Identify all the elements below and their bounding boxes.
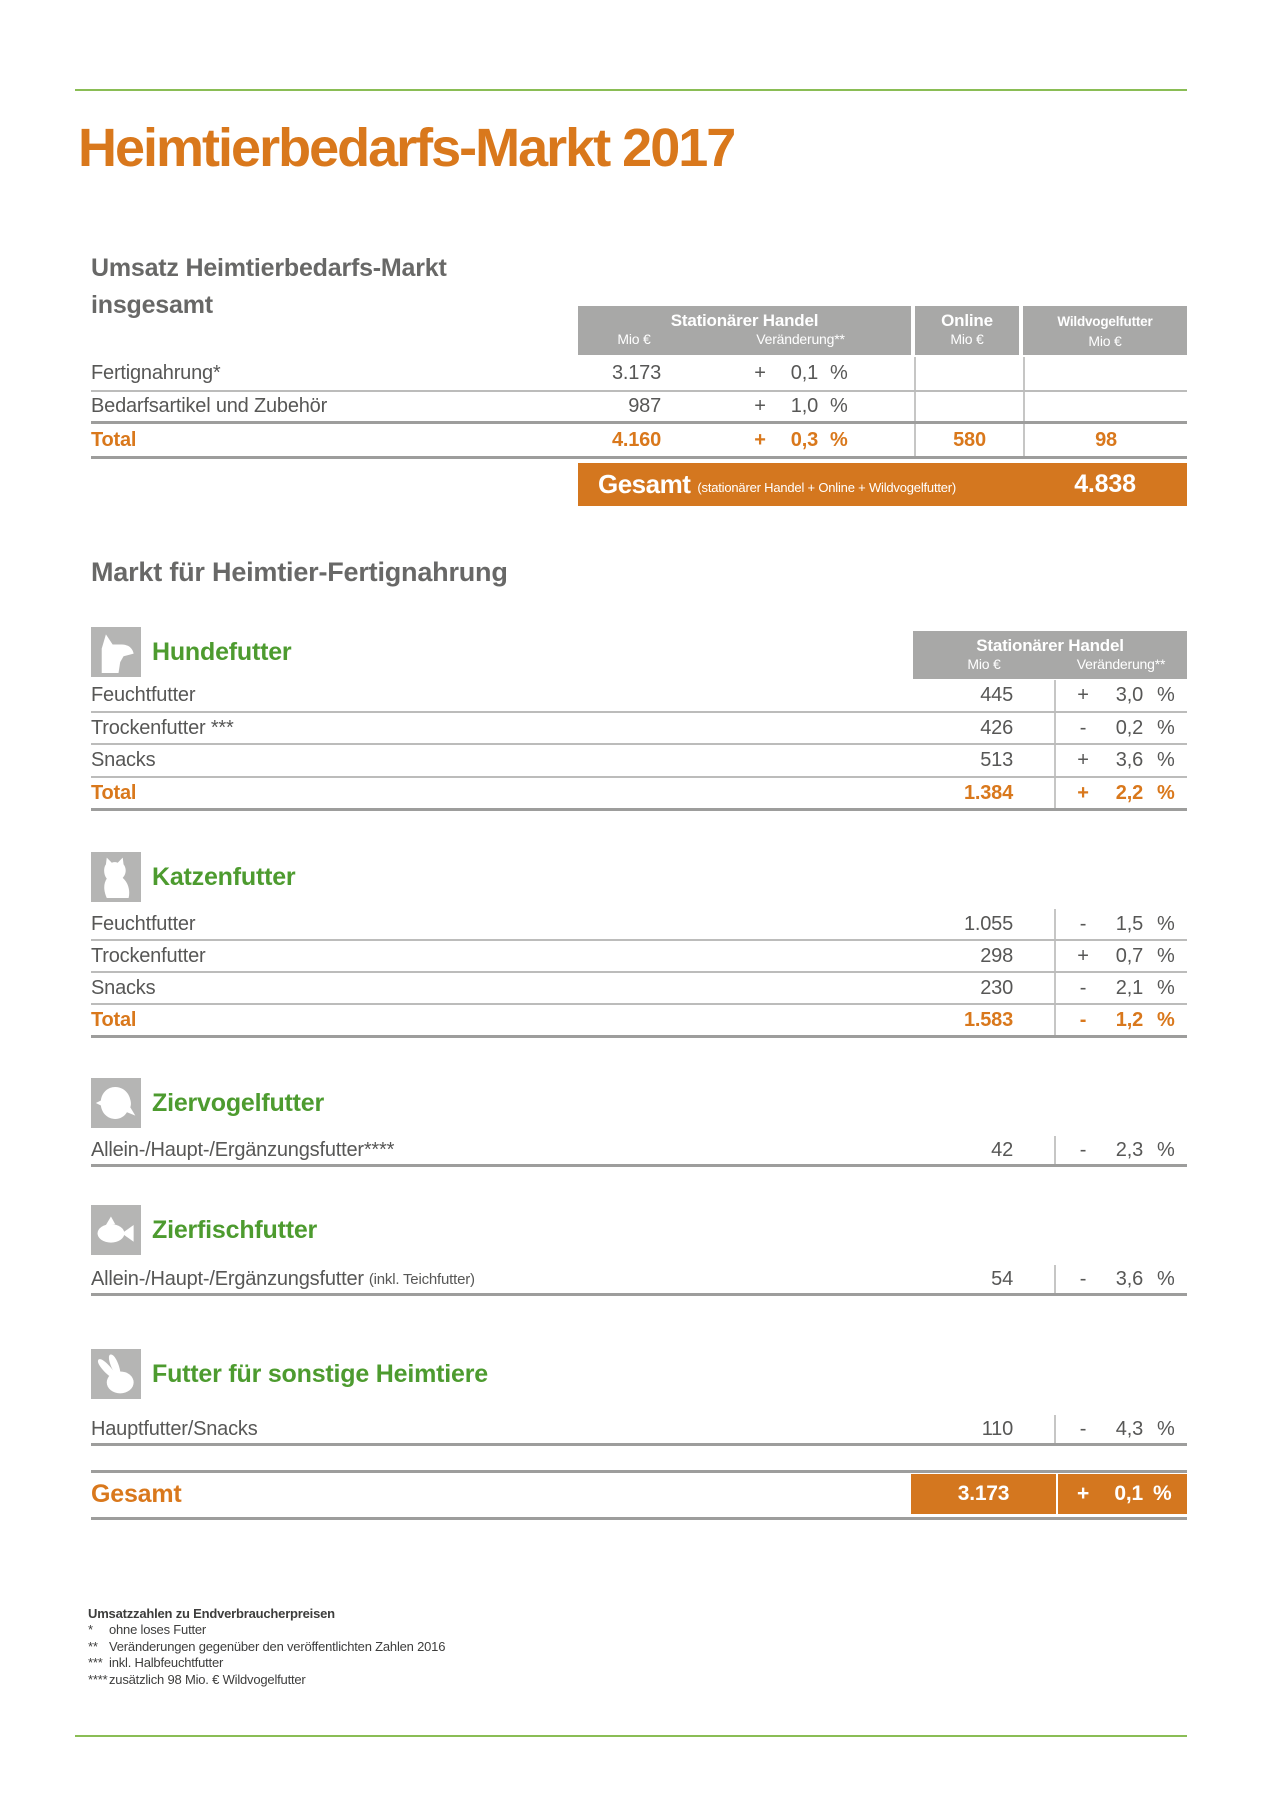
gesamt-label: Gesamt <box>598 469 691 499</box>
total-percent-sign: % <box>1157 781 1175 804</box>
row-value-mio: 230 <box>980 976 1013 999</box>
grand-total-bottom-line <box>91 1517 1187 1520</box>
column-divider <box>1023 392 1025 421</box>
row-change-sign: - <box>1079 912 1087 935</box>
total-change-sign: + <box>1077 781 1089 804</box>
section-title-ziervogelfutter: Ziervogelfutter <box>152 1088 325 1117</box>
overview-gesamt-bar <box>578 463 1187 506</box>
ziervogelfutter-table <box>91 1136 1187 1167</box>
footnote-item <box>88 1672 445 1688</box>
row-change-sign: - <box>1079 716 1087 739</box>
header-stationaer-label: Stationärer Handel <box>670 311 819 330</box>
section-title-katzenfutter: Katzenfutter <box>152 862 296 891</box>
section-title-hundefutter: Hundefutter <box>152 637 292 666</box>
header-online-group <box>915 306 1019 355</box>
row-percent-sign: % <box>1157 1138 1175 1161</box>
column-divider <box>1054 713 1056 743</box>
total-value-mio: 4.160 <box>611 428 661 451</box>
row-label: Allein-/Haupt-/Ergänzungsfutter**** <box>91 1138 395 1161</box>
row-change-value: 2,1 <box>1115 976 1143 999</box>
table-row <box>91 713 1187 745</box>
column-divider <box>1054 1265 1056 1293</box>
total-value-mio: 1.583 <box>963 1008 1013 1031</box>
column-divider <box>1054 1005 1056 1035</box>
header-stationaer-group <box>913 631 1187 679</box>
row-change-value: 1,0 <box>790 395 818 417</box>
row-label: Bedarfsartikel und Zubehör <box>91 395 328 417</box>
column-divider <box>1054 941 1056 971</box>
overview-heading-line1: Umsatz Heimtierbedarfs-Markt <box>91 254 447 282</box>
total-label: Total <box>91 1008 137 1031</box>
footnote-text: ohne loses Futter <box>109 1622 207 1638</box>
footnote-item <box>88 1622 445 1638</box>
cat-icon <box>91 852 141 902</box>
row-label: Fertignahrung* <box>91 362 221 384</box>
total-wildvogel-value: 98 <box>1095 428 1117 451</box>
row-change-sign: - <box>1079 1417 1087 1440</box>
header-stationaer-label: Stationärer Handel <box>976 636 1124 655</box>
overview-table-header <box>578 306 1187 355</box>
grand-total-divider <box>1056 1474 1058 1514</box>
row-label-text: Allein-/Haupt-/Ergänzungsfutter <box>91 1267 364 1290</box>
grand-total-bar <box>911 1474 1187 1514</box>
footnote-mark: *** <box>88 1655 103 1671</box>
header-veraenderung-label: Veränderung** <box>756 331 845 347</box>
total-online-value: 580 <box>953 428 986 451</box>
hundefutter-table <box>91 680 1187 811</box>
section-title-sonstige-heimtiere: Futter für sonstige Heimtiere <box>152 1359 488 1388</box>
row-percent-sign: % <box>830 395 848 417</box>
hundefutter-table-header <box>913 631 1187 679</box>
total-percent-sign: % <box>830 428 848 451</box>
header-mio-label: Mio € <box>617 331 651 347</box>
grand-total-value-mio: 3.173 <box>957 1482 1010 1505</box>
table-row <box>91 909 1187 941</box>
total-change-sign: + <box>754 428 766 451</box>
row-percent-sign: % <box>1157 684 1175 706</box>
header-stationaer-group <box>578 306 911 355</box>
row-change-sign: - <box>1079 976 1087 999</box>
header-online-label: Online <box>941 311 993 330</box>
overview-table <box>91 357 1187 459</box>
overview-heading-line2: insgesamt <box>91 291 213 319</box>
total-label: Total <box>91 428 137 451</box>
footnote-text: inkl. Halbfeuchtfutter <box>109 1655 224 1671</box>
row-value-mio: 54 <box>991 1267 1013 1290</box>
row-percent-sign: % <box>1157 716 1175 739</box>
row-change-value: 2,3 <box>1115 1138 1143 1161</box>
row-label: Trockenfutter *** <box>91 716 234 739</box>
table-row <box>91 1136 1187 1167</box>
row-change-value: 0,7 <box>1115 944 1143 967</box>
row-value-mio: 1.055 <box>963 912 1013 935</box>
row-change-sign: + <box>754 362 766 384</box>
row-value-mio: 445 <box>980 684 1013 706</box>
footnote-mark: * <box>88 1622 93 1638</box>
row-change-sign: - <box>1079 1138 1087 1161</box>
row-label <box>91 1265 475 1293</box>
row-change-sign: + <box>1077 684 1089 706</box>
row-change-value: 3,6 <box>1115 1267 1143 1290</box>
header-wildvogel-mio-label: Mio € <box>1088 333 1122 349</box>
table-row <box>91 745 1187 778</box>
row-label: Feuchtfutter <box>91 912 196 935</box>
column-divider <box>1054 778 1056 808</box>
header-online-mio-label: Mio € <box>950 331 984 347</box>
row-label: Feuchtfutter <box>91 684 196 706</box>
total-change-value: 0,3 <box>790 428 818 451</box>
row-value-mio: 298 <box>980 944 1013 967</box>
total-row <box>91 1005 1187 1038</box>
table-row <box>91 680 1187 713</box>
row-percent-sign: % <box>1157 1267 1175 1290</box>
row-label: Trockenfutter <box>91 944 206 967</box>
total-change-value: 1,2 <box>1115 1008 1143 1031</box>
row-percent-sign: % <box>1157 944 1175 967</box>
grand-total-change-sign: + <box>1076 1482 1090 1505</box>
grand-total-change-value: 0,1 <box>1114 1482 1143 1505</box>
row-change-sign: + <box>1077 749 1089 771</box>
fish-icon <box>91 1205 141 1255</box>
table-row <box>91 392 1187 424</box>
page-title: Heimtierbedarfs-Markt 2017 <box>78 118 735 178</box>
row-percent-sign: % <box>1157 749 1175 771</box>
grand-total-top-line <box>91 1470 1187 1473</box>
total-change-sign: - <box>1079 1008 1087 1031</box>
footnote-item <box>88 1639 445 1655</box>
row-change-value: 3,0 <box>1115 684 1143 706</box>
column-divider <box>1054 1415 1056 1443</box>
table-row <box>91 941 1187 973</box>
total-change-value: 2,2 <box>1115 781 1143 804</box>
row-value-mio: 110 <box>981 1417 1013 1440</box>
total-row <box>91 778 1187 811</box>
row-value-mio: 3.173 <box>611 362 661 384</box>
row-change-sign: + <box>754 395 766 417</box>
row-value-mio: 42 <box>991 1138 1013 1161</box>
row-percent-sign: % <box>1157 1417 1175 1440</box>
row-value-mio: 513 <box>980 749 1013 771</box>
zierfischfutter-table <box>91 1265 1187 1296</box>
footnote-text: zusätzlich 98 Mio. € Wildvogelfutter <box>109 1671 306 1687</box>
overview-heading <box>91 250 447 324</box>
bird-icon <box>91 1078 141 1128</box>
row-change-value: 0,1 <box>790 362 818 384</box>
column-divider <box>1054 909 1056 939</box>
row-percent-sign: % <box>1157 976 1175 999</box>
total-value-mio: 1.384 <box>963 781 1013 804</box>
total-label: Total <box>91 781 137 804</box>
column-divider <box>1054 680 1056 711</box>
section-title-zierfischfutter: Zierfischfutter <box>152 1215 318 1244</box>
row-label: Hauptfutter/Snacks <box>91 1417 258 1440</box>
row-change-value: 3,6 <box>1115 749 1143 771</box>
column-divider <box>1054 1136 1056 1164</box>
column-divider <box>1054 745 1056 776</box>
footnote-mark: ** <box>88 1638 98 1654</box>
row-change-value: 4,3 <box>1115 1417 1143 1440</box>
row-change-sign: + <box>1077 944 1089 967</box>
rabbit-icon <box>91 1349 141 1399</box>
column-divider <box>1023 357 1025 390</box>
footnote-text: Veränderungen gegenüber den veröffentlichten Zahlen 2016 <box>109 1638 446 1654</box>
row-value-mio: 426 <box>980 716 1013 739</box>
gesamt-note: (stationärer Handel + Online + Wildvogelfutter) <box>697 480 957 495</box>
row-change-value: 0,2 <box>1115 716 1143 739</box>
gesamt-value: 4.838 <box>1074 470 1136 498</box>
row-label: Snacks <box>91 976 156 999</box>
row-label-note: (inkl. Teichfutter) <box>368 1270 475 1288</box>
sonstige-heimtiere-table <box>91 1415 1187 1446</box>
top-divider-line <box>75 89 1187 91</box>
dog-icon <box>91 627 141 677</box>
column-divider <box>914 392 916 421</box>
footnotes <box>88 1606 445 1688</box>
row-change-value: 1,5 <box>1115 912 1143 935</box>
table-row <box>91 973 1187 1005</box>
row-label: Snacks <box>91 749 156 771</box>
row-percent-sign: % <box>830 362 848 384</box>
header-wildvogel-group <box>1023 306 1187 355</box>
footnote-intro: Umsatzzahlen zu Endverbraucherpreisen <box>88 1606 335 1621</box>
katzenfutter-table <box>91 909 1187 1038</box>
row-value-mio: 987 <box>628 395 661 417</box>
total-row <box>91 424 1187 459</box>
table-row <box>91 1265 1187 1296</box>
grand-total-percent-sign: % <box>1153 1482 1172 1505</box>
table-row <box>91 1415 1187 1446</box>
column-divider <box>914 357 916 390</box>
footnote-mark: **** <box>88 1671 108 1687</box>
total-percent-sign: % <box>1157 1008 1175 1031</box>
header-veraenderung-label: Veränderung** <box>1076 656 1166 672</box>
table-row <box>91 357 1187 392</box>
header-mio-label: Mio € <box>967 656 1001 672</box>
section-heading: Markt für Heimtier-Fertignahrung <box>91 557 508 587</box>
footnote-item <box>88 1655 445 1671</box>
row-percent-sign: % <box>1157 912 1175 935</box>
header-wildvogel-label: Wildvogelfutter <box>1057 314 1153 329</box>
column-divider <box>1054 973 1056 1003</box>
bottom-divider-line <box>75 1735 1187 1737</box>
grand-total-label: Gesamt <box>91 1479 182 1508</box>
row-change-sign: - <box>1079 1267 1087 1290</box>
